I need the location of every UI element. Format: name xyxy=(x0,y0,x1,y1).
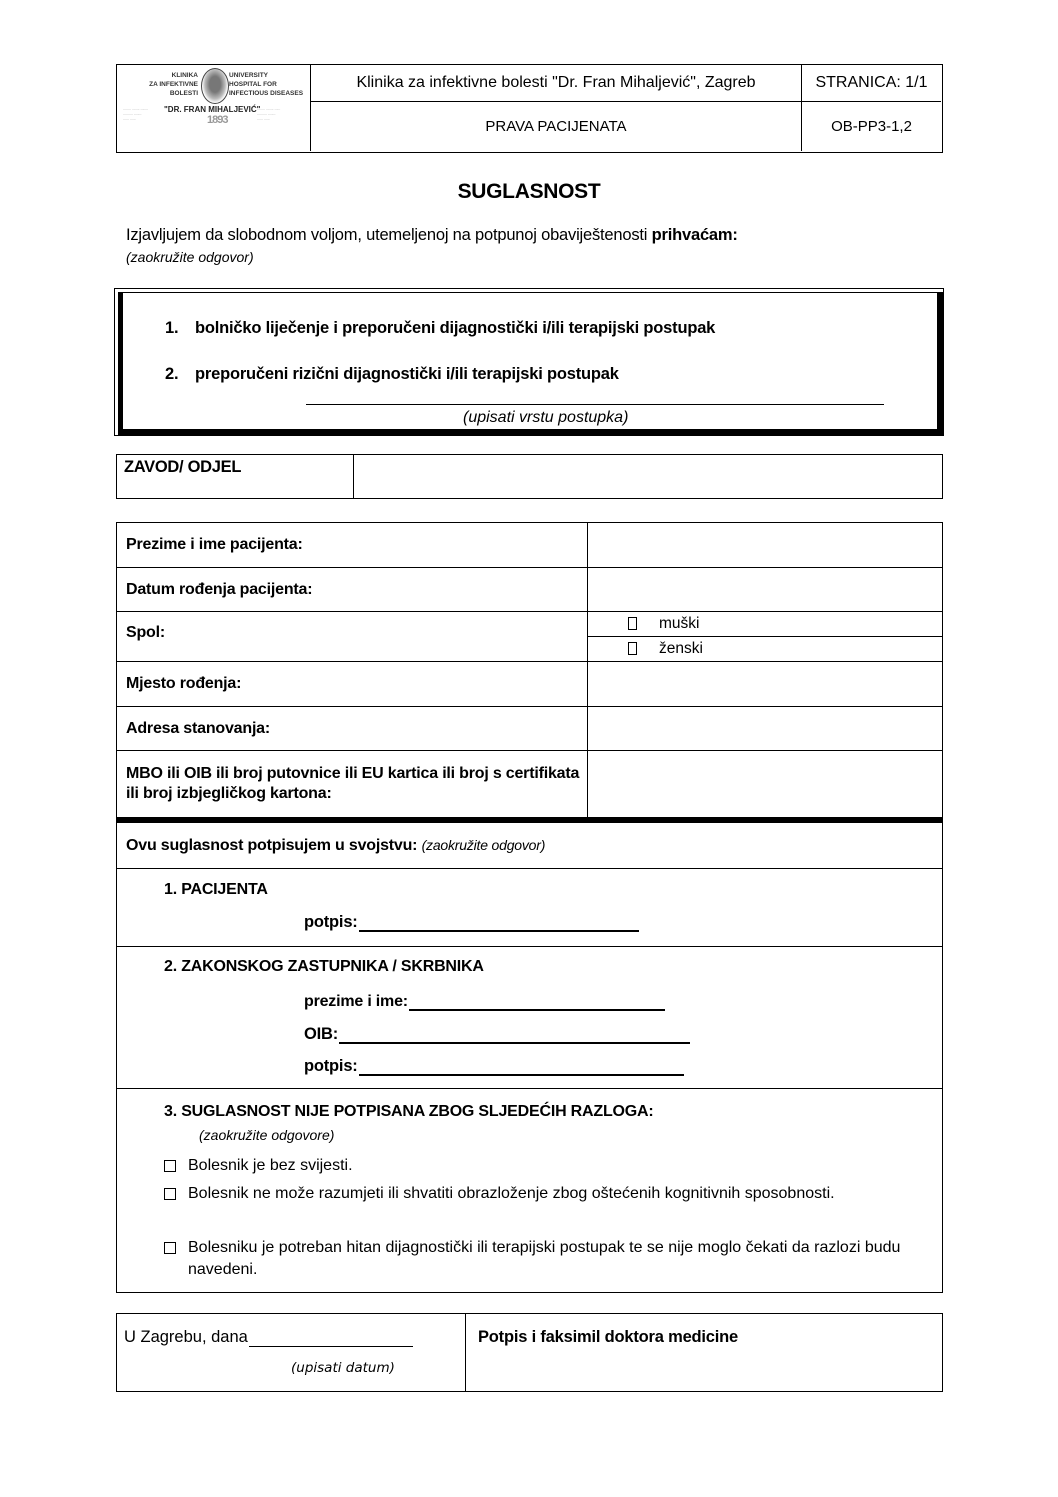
capacity-heading-row xyxy=(117,823,942,869)
capacity-heading xyxy=(117,837,545,855)
table-row xyxy=(117,707,942,751)
procedure-type-note: (upisati vrstu postupka) xyxy=(463,409,629,426)
guardian-oib-line[interactable] xyxy=(304,1025,690,1044)
checkbox-icon[interactable] xyxy=(164,1160,176,1172)
capacity-patient-section[interactable] xyxy=(117,869,942,947)
guardian-signature-field[interactable] xyxy=(359,1060,684,1076)
option-label: muški xyxy=(659,614,700,632)
doctor-signature-field[interactable] xyxy=(466,1350,942,1391)
id-number-field[interactable] xyxy=(588,751,942,817)
reason-item[interactable] xyxy=(164,1183,904,1205)
table-row xyxy=(117,568,942,612)
date-note: (upisati datum) xyxy=(291,1360,395,1376)
intro-statement xyxy=(126,226,738,245)
intro-accept: prihvaćam: xyxy=(651,226,738,244)
option-text: preporučeni rizični dijagnostički i/ili terapijski postupak xyxy=(195,365,619,383)
table-row xyxy=(117,523,942,568)
logo-text-left xyxy=(149,71,198,98)
logo-line: ZA INFEKTIVNE xyxy=(149,81,198,88)
guardian-name-line[interactable] xyxy=(304,993,665,1011)
logo-line: HOSPITAL FOR xyxy=(229,81,277,88)
logo-line: KLINIKA xyxy=(171,72,198,79)
page-number: STRANICA: 1/1 xyxy=(802,65,941,102)
birth-date-label: Datum rođenja pacijenta: xyxy=(117,568,588,611)
option-number: 1. xyxy=(165,319,179,337)
not-signed-note: (zaokružite odgovore) xyxy=(199,1127,335,1143)
reason-text: Bolesnik je bez svijesti. xyxy=(188,1157,353,1174)
section-name: PRAVA PACIJENATA xyxy=(311,102,802,151)
intro-note: (zaokružite odgovor) xyxy=(126,249,254,265)
intro-text: Izjavljujem da slobodnom voljom, utemeljenoj na potpunoj obaviještenosti xyxy=(126,226,652,244)
date-cell xyxy=(117,1314,466,1391)
checkbox-icon[interactable] xyxy=(164,1188,176,1200)
option-number: 2. xyxy=(165,365,179,383)
department-table xyxy=(116,454,943,499)
id-number-label: MBO ili OIB ili broj putovnice ili EU kartica ili broj s certifikata ili broj izbjegličkog kartona: xyxy=(117,751,588,817)
not-signed-title: 3. SUGLASNOST NIJE POTPISANA ZBOG SLJEDEĆIH RAZLOGA: xyxy=(164,1103,654,1120)
hospital-logo xyxy=(117,65,311,151)
table-row xyxy=(117,662,942,707)
patient-table xyxy=(116,522,943,1293)
reason-item[interactable] xyxy=(164,1237,944,1281)
consent-option-1[interactable] xyxy=(165,319,715,338)
date-field[interactable] xyxy=(249,1331,413,1347)
birth-place-field[interactable] xyxy=(588,662,942,706)
guardian-name-label: prezime i ime: xyxy=(304,993,408,1010)
sex-options xyxy=(588,612,942,661)
reason-item[interactable] xyxy=(164,1155,353,1177)
department-field[interactable] xyxy=(354,455,942,498)
capacity-heading-text: Ovu suglasnost potpisujem u svojstvu: xyxy=(126,836,422,854)
logo-name: "DR. FRAN MIHALJEVIĆ" xyxy=(164,105,261,114)
birth-date-field[interactable] xyxy=(588,568,942,611)
sex-option-female[interactable] xyxy=(588,637,942,662)
consent-options-box xyxy=(114,288,944,436)
patient-signature-line[interactable] xyxy=(304,913,639,932)
consent-option-2[interactable] xyxy=(165,365,619,384)
not-signed-section[interactable] xyxy=(117,1089,942,1293)
guardian-signature-line[interactable] xyxy=(304,1057,684,1076)
checkbox-icon[interactable] xyxy=(628,642,637,655)
capacity-guardian-title: 2. ZAKONSKOG ZASTUPNIKA / SKRBNIKA xyxy=(164,958,484,975)
logo-line: INFECTIOUS DISEASES xyxy=(229,90,304,97)
reason-text: Bolesniku je potreban hitan dijagnostički ili terapijski postupak te se nije moglo čekati da razlozi budu navedeni. xyxy=(188,1239,901,1278)
guardian-oib-field[interactable] xyxy=(339,1028,690,1044)
place-label: U Zagrebu, dana xyxy=(124,1328,248,1346)
table-row xyxy=(117,612,942,662)
logo-year: 1893 xyxy=(207,114,228,126)
option-label: ženski xyxy=(659,639,703,657)
page-title: SUGLASNOST xyxy=(457,180,601,203)
signature-label: potpis: xyxy=(304,913,358,931)
guardian-oib-label: OIB: xyxy=(304,1025,339,1043)
checkbox-icon[interactable] xyxy=(164,1242,176,1254)
logo-line: BOLESTI xyxy=(169,90,198,97)
logo-text-right xyxy=(229,71,303,98)
document-code: OB-PP3-1,2 xyxy=(831,118,912,135)
birth-place-label: Mjesto rođenja: xyxy=(117,662,588,706)
doctor-signature-label: Potpis i faksimil doktora medicine xyxy=(478,1328,739,1346)
address-label: Adresa stanovanja: xyxy=(117,707,588,750)
sex-label: Spol: xyxy=(117,612,588,661)
capacity-heading-note: (zaokružite odgovor) xyxy=(421,836,546,853)
portrait-icon xyxy=(201,68,229,104)
logo-address-right: ........ ........ ...... .......... ........ ...... ...... xyxy=(257,107,281,121)
patient-name-label: Prezime i ime pacijenta: xyxy=(117,523,588,567)
signature-field[interactable] xyxy=(359,916,639,932)
footer-table xyxy=(116,1313,943,1392)
patient-name-field[interactable] xyxy=(588,523,942,567)
logo-line: UNIVERSITY xyxy=(229,72,269,79)
address-field[interactable] xyxy=(588,707,942,750)
logo-address-left: ........ ........ ........ .......... ........ ...... ...... xyxy=(123,107,149,121)
option-text: bolničko liječenje i preporučeni dijagnostički i/ili terapijski postupak xyxy=(195,319,716,337)
institution-name: Klinika za infektivne bolesti "Dr. Fran Mihaljević", Zagreb xyxy=(311,65,802,102)
document-header xyxy=(116,64,943,153)
guardian-signature-label: potpis: xyxy=(304,1057,358,1075)
reason-text: Bolesnik ne može razumjeti ili shvatiti obrazloženje zbog oštećenih kognitivnih sposobnosti. xyxy=(188,1185,835,1202)
place-date-line[interactable] xyxy=(124,1328,413,1347)
table-row xyxy=(117,751,942,817)
capacity-patient-title: 1. PACIJENTA xyxy=(164,881,268,898)
procedure-type-field[interactable] xyxy=(306,404,884,405)
checkbox-icon[interactable] xyxy=(628,617,637,630)
department-label: ZAVOD/ ODJEL xyxy=(117,455,354,498)
guardian-name-field[interactable] xyxy=(409,995,665,1011)
sex-option-male[interactable] xyxy=(588,612,942,637)
capacity-guardian-section[interactable] xyxy=(117,947,942,1089)
options-inner-border xyxy=(118,292,943,435)
